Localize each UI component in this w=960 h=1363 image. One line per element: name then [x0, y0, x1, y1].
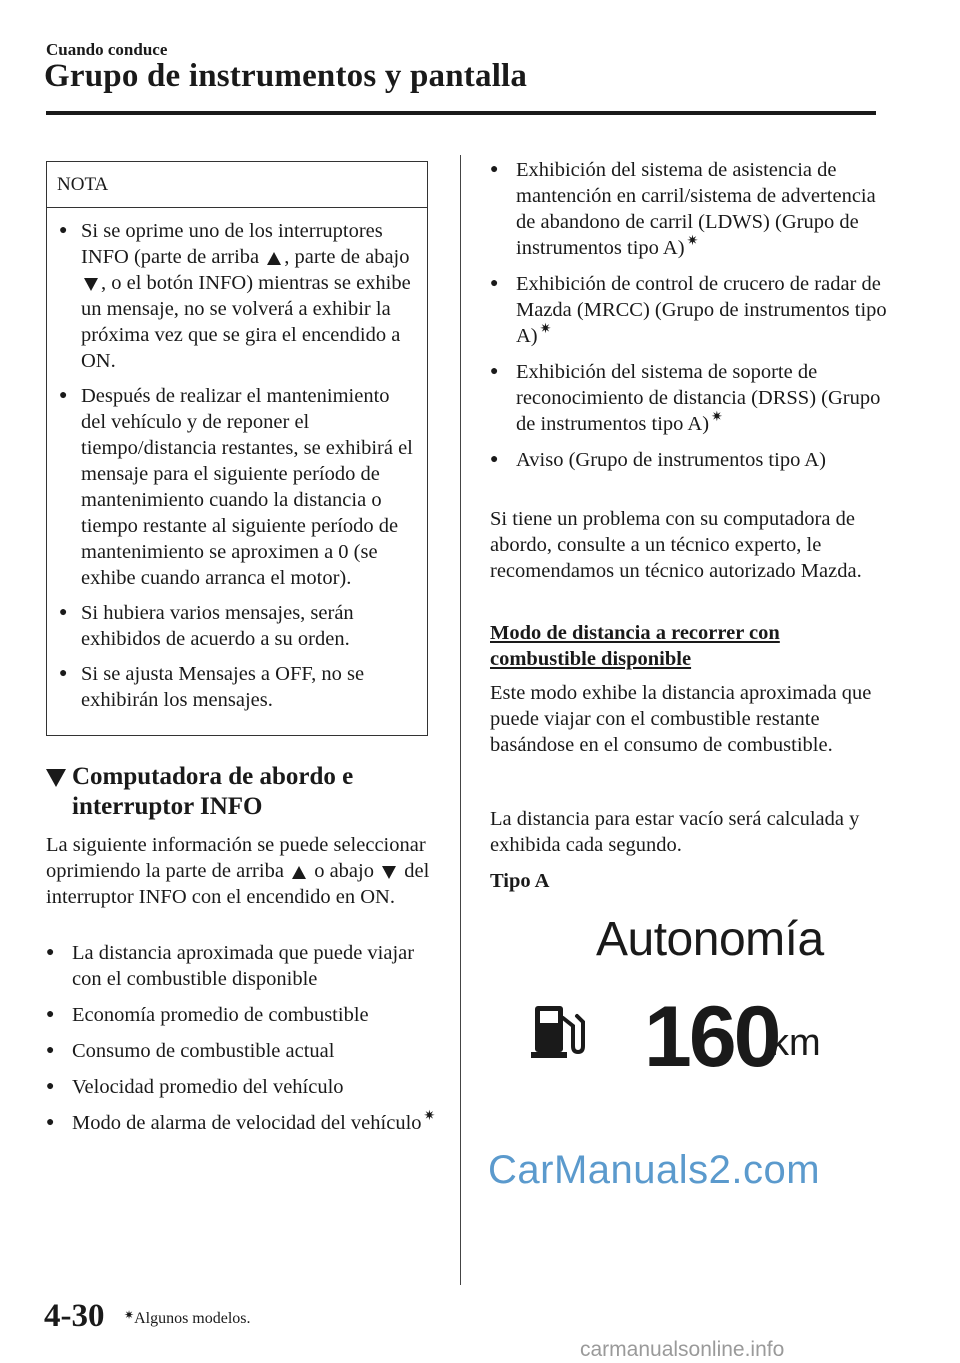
note-item-text-c: , o el botón INFO) mientras se exhibe un mensaje, no se volverá a exhibir la próxima vez que se gira el encendido a ON.	[81, 272, 411, 372]
subheading-line2: interruptor INFO	[72, 793, 263, 820]
list-item	[490, 157, 890, 261]
mode-description: Este modo exhibe la distancia aproximada que puede viajar con el combustible restante basándose en el consumo de combustible.	[490, 682, 872, 756]
info-list-left	[46, 940, 446, 1146]
list-item	[46, 1002, 446, 1028]
title-rule	[46, 111, 876, 115]
triangle-down-icon	[84, 278, 98, 291]
list-item-text: Exhibición de control de crucero de radar de Mazda (MRCC) (Grupo de instrumentos tipo A)	[516, 273, 887, 347]
page-title: Grupo de instrumentos y pantalla	[44, 58, 528, 94]
bullet-icon: ●	[46, 1043, 55, 1058]
range-unit: km	[770, 1022, 821, 1064]
note-item-text-b: , parte de abajo	[284, 246, 410, 268]
list-item	[46, 1110, 446, 1136]
bullet-icon: ●	[59, 605, 68, 620]
triangle-up-icon	[267, 252, 281, 265]
note-item	[59, 383, 419, 591]
note-list	[47, 208, 427, 713]
list-item	[490, 359, 890, 437]
page-number: 4-30	[44, 1298, 105, 1334]
note-box	[46, 161, 428, 736]
note-item-text-a: Si se oprime uno de los interruptores INFO (parte de arriba	[81, 220, 383, 268]
bullet-icon: ●	[46, 1007, 55, 1022]
asterisk-icon: ✷	[124, 1308, 135, 1322]
watermark: CarManuals2.com	[488, 1148, 821, 1192]
list-item-text: Velocidad promedio del vehículo	[72, 1076, 344, 1098]
footnote	[124, 1310, 251, 1328]
list-item-text: Consumo de combustible actual	[72, 1040, 335, 1062]
site-watermark: carmanualsonline.info	[580, 1338, 785, 1361]
bullet-icon: ●	[490, 276, 499, 291]
mode-update-note: La distancia para estar vacío será calculada y exhibida cada segundo.	[490, 808, 860, 856]
list-item	[46, 1038, 446, 1064]
note-item	[59, 218, 419, 374]
intro-paragraph	[46, 832, 446, 910]
intro-text-b: o abajo	[309, 860, 380, 882]
bullet-icon: ●	[46, 1079, 55, 1094]
list-item-text: Economía promedio de combustible	[72, 1004, 369, 1026]
note-item-text: Si hubiera varios mensajes, serán exhibidos de acuerdo a su orden.	[81, 602, 354, 650]
asterisk-icon: ✷	[539, 322, 552, 337]
bullet-icon: ●	[59, 388, 68, 403]
type-label: Tipo A	[490, 870, 550, 892]
bullet-icon: ●	[490, 452, 499, 467]
subheading-line1: Computadora de abordo e	[72, 763, 354, 790]
triangle-down-icon	[382, 866, 396, 879]
note-item	[59, 600, 419, 652]
list-item	[46, 1074, 446, 1100]
bullet-icon: ●	[46, 945, 55, 960]
bullet-icon: ●	[59, 223, 68, 238]
list-item	[46, 940, 446, 992]
note-item-text: Después de realizar el mantenimiento del vehículo y de reponer el tiempo/distancia restantes, se exhibirá el mensaje para el siguiente período de mantenimiento cuando la distancia o tiempo restante al siguiente período de mantenimiento se aproximen a 0 (se exhibe cuando arranca el motor).	[81, 385, 413, 589]
list-item-text: Exhibición del sistema de asistencia de mantención en carril/sistema de advertencia de abandono de carril (LDWS) (Grupo de instrumentos tipo A)	[516, 159, 876, 259]
mode-heading: Modo de distancia a recorrer con combustible disponible	[490, 622, 780, 670]
advice-paragraph: Si tiene un problema con su computadora de abordo, consulte a un técnico experto, le recomendamos un técnico autorizado Mazda.	[490, 508, 862, 582]
list-item	[490, 447, 890, 473]
list-item-text: Aviso (Grupo de instrumentos tipo A)	[516, 449, 826, 471]
info-list-right	[490, 157, 890, 483]
footnote-text: Algunos modelos.	[134, 1310, 251, 1327]
list-item-text: La distancia aproximada que puede viajar con el combustible disponible	[72, 942, 415, 990]
bullet-icon: ●	[490, 364, 499, 379]
list-item	[490, 271, 890, 349]
note-item	[59, 661, 419, 713]
list-item-text: Exhibición del sistema de soporte de reconocimiento de distancia (DRSS) (Grupo de instrumentos tipo A)	[516, 361, 881, 435]
bullet-icon: ●	[46, 1115, 55, 1130]
note-heading: NOTA	[47, 162, 427, 208]
triangle-up-icon	[292, 866, 306, 879]
asterisk-icon: ✷	[423, 1109, 436, 1124]
fuel-pump-icon	[507, 1000, 587, 1064]
intro-text-a: La siguiente información se puede seleccionar oprimiendo la parte de arriba	[46, 834, 426, 882]
bullet-icon: ●	[490, 162, 499, 177]
section-label: Cuando conduce	[46, 40, 168, 59]
asterisk-icon: ✷	[711, 410, 723, 425]
triangle-down-icon	[46, 769, 66, 787]
list-item-text: Modo de alarma de velocidad del vehículo	[72, 1112, 422, 1134]
section-subheading	[46, 762, 446, 822]
intro-text-c: del interruptor INFO con el encendido en ON.	[46, 860, 430, 908]
display-title: Autonomía	[596, 913, 824, 966]
column-divider	[460, 155, 461, 1285]
note-item-text: Si se ajusta Mensajes a OFF, no se exhibirán los mensajes.	[81, 663, 365, 711]
range-value: 160	[644, 989, 779, 1085]
bullet-icon: ●	[59, 666, 68, 681]
asterisk-icon: ✷	[686, 234, 699, 249]
